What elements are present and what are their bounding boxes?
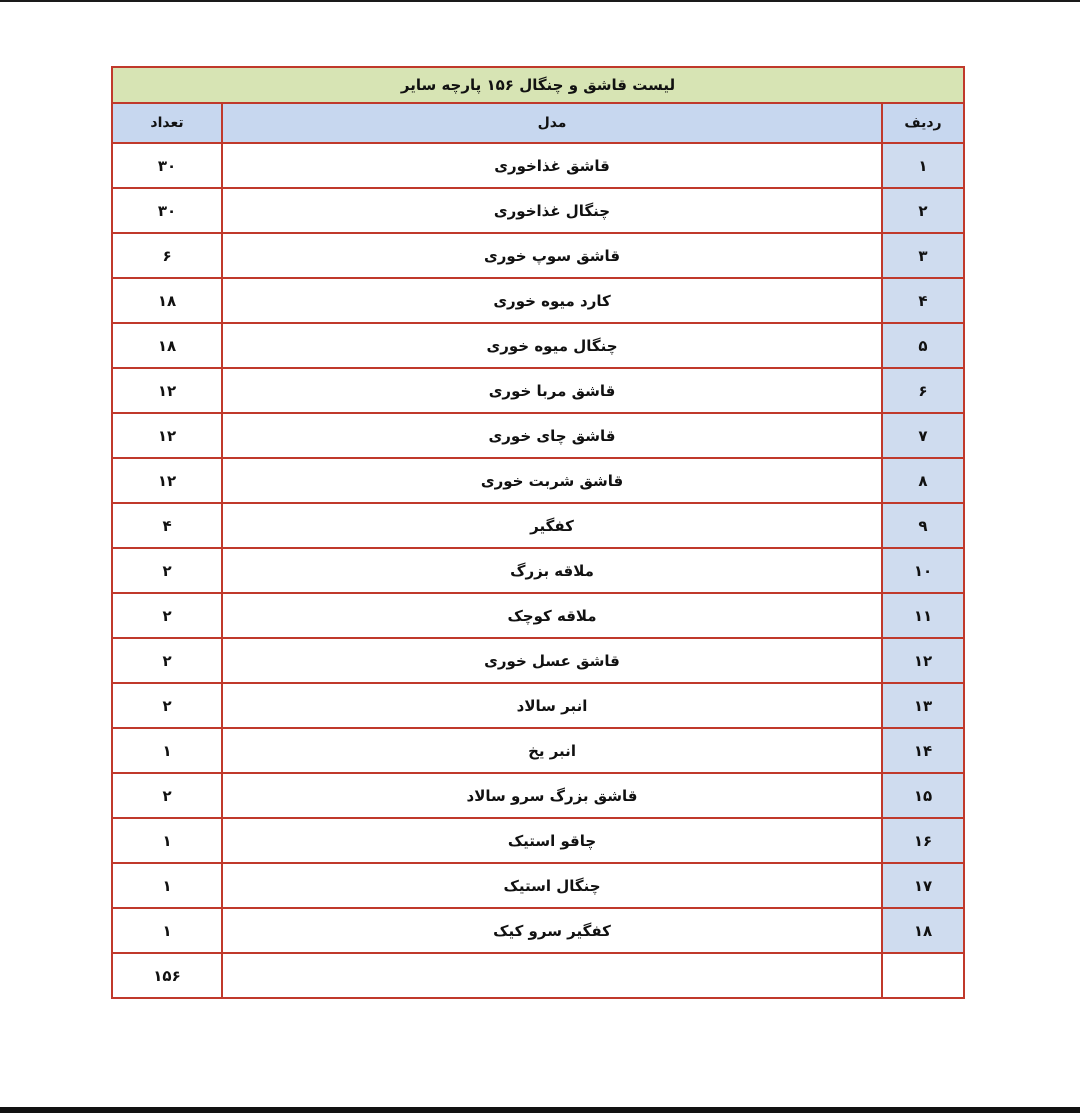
table-row bbox=[112, 143, 964, 188]
model-cell: قاشق عسل خوری bbox=[222, 638, 882, 683]
model-cell: کفگیر سرو کیک bbox=[222, 908, 882, 953]
model-cell: انبر سالاد bbox=[222, 683, 882, 728]
count-cell: ۳۰ bbox=[112, 143, 222, 188]
table-row bbox=[112, 908, 964, 953]
model-cell: قاشق چای خوری bbox=[222, 413, 882, 458]
total-count-cell: ۱۵۶ bbox=[112, 953, 222, 998]
count-cell: ۱ bbox=[112, 908, 222, 953]
row-number-cell: ۱۴ bbox=[882, 728, 964, 773]
model-cell: قاشق سوپ خوری bbox=[222, 233, 882, 278]
header-row bbox=[112, 103, 964, 143]
row-number-cell: ۵ bbox=[882, 323, 964, 368]
model-cell: چنگال غذاخوری bbox=[222, 188, 882, 233]
table-row bbox=[112, 638, 964, 683]
count-cell: ۲ bbox=[112, 593, 222, 638]
table-row bbox=[112, 413, 964, 458]
model-cell: قاشق غذاخوری bbox=[222, 143, 882, 188]
header-row-number: ردیف bbox=[882, 103, 964, 143]
count-cell: ۱ bbox=[112, 728, 222, 773]
row-number-cell: ۱ bbox=[882, 143, 964, 188]
top-border-line bbox=[0, 0, 1080, 2]
count-cell: ۱ bbox=[112, 863, 222, 908]
table-row bbox=[112, 818, 964, 863]
table-row bbox=[112, 728, 964, 773]
count-cell: ۳۰ bbox=[112, 188, 222, 233]
cutlery-table bbox=[111, 66, 965, 999]
row-number-cell: ۱۶ bbox=[882, 818, 964, 863]
count-cell: ۱۲ bbox=[112, 368, 222, 413]
count-cell: ۶ bbox=[112, 233, 222, 278]
model-cell: قاشق شربت خوری bbox=[222, 458, 882, 503]
header-count: تعداد bbox=[112, 103, 222, 143]
model-cell: کارد میوه خوری bbox=[222, 278, 882, 323]
model-cell: قاشق مربا خوری bbox=[222, 368, 882, 413]
table-row bbox=[112, 458, 964, 503]
row-number-cell: ۲ bbox=[882, 188, 964, 233]
table-row bbox=[112, 593, 964, 638]
row-number-cell: ۸ bbox=[882, 458, 964, 503]
row-number-cell: ۱۳ bbox=[882, 683, 964, 728]
count-cell: ۱۸ bbox=[112, 278, 222, 323]
count-cell: ۲ bbox=[112, 773, 222, 818]
row-number-cell: ۹ bbox=[882, 503, 964, 548]
count-cell: ۲ bbox=[112, 683, 222, 728]
total-empty-cell bbox=[882, 953, 964, 998]
table-row bbox=[112, 188, 964, 233]
table-row bbox=[112, 773, 964, 818]
table-row bbox=[112, 548, 964, 593]
count-cell: ۲ bbox=[112, 548, 222, 593]
row-number-cell: ۳ bbox=[882, 233, 964, 278]
row-number-cell: ۱۷ bbox=[882, 863, 964, 908]
table-row bbox=[112, 503, 964, 548]
count-cell: ۱۲ bbox=[112, 458, 222, 503]
table-row bbox=[112, 368, 964, 413]
row-number-cell: ۴ bbox=[882, 278, 964, 323]
cutlery-list-sheet bbox=[111, 66, 965, 999]
title-row bbox=[112, 67, 964, 103]
model-cell: قاشق بزرگ سرو سالاد bbox=[222, 773, 882, 818]
model-cell: چنگال میوه خوری bbox=[222, 323, 882, 368]
total-empty-model-cell bbox=[222, 953, 882, 998]
count-cell: ۲ bbox=[112, 638, 222, 683]
model-cell: کفگیر bbox=[222, 503, 882, 548]
total-row bbox=[112, 953, 964, 998]
table-title: لیست قاشق و چنگال ۱۵۶ پارچه سایر bbox=[112, 67, 964, 103]
count-cell: ۴ bbox=[112, 503, 222, 548]
row-number-cell: ۱۲ bbox=[882, 638, 964, 683]
row-number-cell: ۷ bbox=[882, 413, 964, 458]
model-cell: چنگال استیک bbox=[222, 863, 882, 908]
count-cell: ۱ bbox=[112, 818, 222, 863]
model-cell: چاقو استیک bbox=[222, 818, 882, 863]
count-cell: ۱۲ bbox=[112, 413, 222, 458]
row-number-cell: ۶ bbox=[882, 368, 964, 413]
model-cell: ملاقه بزرگ bbox=[222, 548, 882, 593]
row-number-cell: ۱۰ bbox=[882, 548, 964, 593]
table-row bbox=[112, 278, 964, 323]
row-number-cell: ۱۵ bbox=[882, 773, 964, 818]
table-row bbox=[112, 233, 964, 278]
count-cell: ۱۸ bbox=[112, 323, 222, 368]
row-number-cell: ۱۸ bbox=[882, 908, 964, 953]
table-row bbox=[112, 863, 964, 908]
model-cell: انبر یخ bbox=[222, 728, 882, 773]
header-model: مدل bbox=[222, 103, 882, 143]
table-row bbox=[112, 323, 964, 368]
bottom-border-line bbox=[0, 1107, 1080, 1113]
row-number-cell: ۱۱ bbox=[882, 593, 964, 638]
model-cell: ملاقه کوچک bbox=[222, 593, 882, 638]
table-row bbox=[112, 683, 964, 728]
